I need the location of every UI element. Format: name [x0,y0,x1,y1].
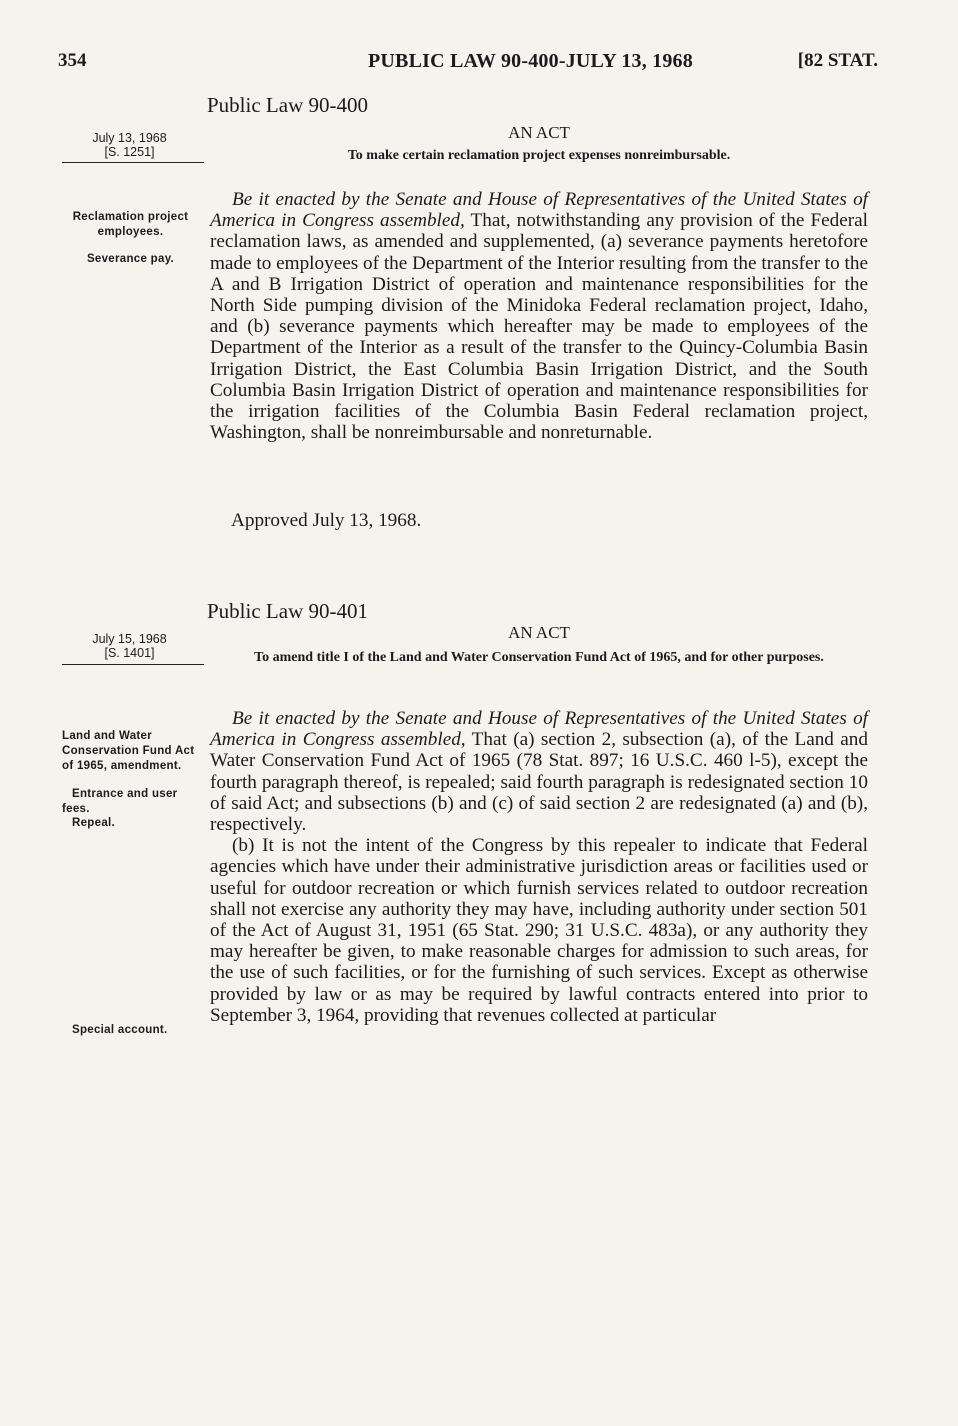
page-number: 354 [58,50,87,71]
stat-reference: [82 STAT. [797,50,878,71]
margin-note-fees: Entrance and user fees. [62,788,178,815]
margin-date-text: July 13, 1968 [92,131,167,145]
margin-date-90-400 [62,131,197,159]
margin-note-special-account: Special account. [72,1024,168,1036]
enacting-clause: Be it enacted by the Senate and House of Representatives of the United States of America in Congress assembled, [210,708,868,751]
margin-bill-number: [S. 1401] [104,646,155,660]
margin-note-reclamation: Reclamation project employees. [72,211,189,238]
margin-rule [62,664,204,665]
law-title-90-400: Public Law 90-400 [207,93,368,117]
margin-rule [62,162,204,163]
header-title: PUBLIC LAW 90-400-JULY 13, 1968 [368,50,693,72]
approved-90-400: Approved July 13, 1968. [231,510,422,531]
paragraph-a: That (a) section 2, subsection (a), of the Land and Water Conservation Fund Act of 1965 (78 Stat. 897; 16 U.S.C. 460 l-5), except the fourth paragraph thereof, is repealed; said fourth paragraph is redesignated section 10 of said Act; and subsections (b) and (c) of said section 2 are redesignated (a) and (b), respectively. [210,729,868,836]
margin-date-90-401 [62,632,197,660]
margin-date-text: July 15, 1968 [92,632,167,646]
paragraph-b: (b) It is not the intent of the Congress by this repealer to indicate that Federal agencies which have under their administrative jurisdiction areas or facilities used or useful for outdoor recreation or which furnish services related to outdoor recreation shall not exercise any authority they may have, including authority under section 501 of the Act of August 31, 1951 (65 Stat. 290; 31 U.S.C. 483a), or any authority they may hereafter be given, to make reasonable charges for admission to such areas, for the use of such facilities, or for the furnishing of such services. Except as otherwise provided by law or as may be required by lawful contracts entered into prior to September 3, 1964, providing that revenues collected at particular [210,835,868,1026]
law-title-90-401: Public Law 90-401 [207,599,368,623]
body-90-401 [210,708,868,1026]
act-label-90-400: AN ACT [508,123,570,142]
margin-note-severance: Severance pay. [86,253,175,265]
act-label-90-401: AN ACT [508,623,570,642]
act-purpose-90-400: To make certain reclamation project expenses nonreimbursable. [347,148,731,163]
body-paragraph: That, notwithstanding any provision of the Federal reclamation laws, as amended and supplemented, (a) severance payments heretofore made to employees of the Department of the Interior resulting from the transfer to the A and B Irrigation District of operation and maintenance responsibilities for the North Side pumping division of the Minidoka Federal reclamation project, Idaho, and (b) severance payments which hereafter may be made to employees of the Department of the Interior as a result of the transfer to the Quincy-Columbia Basin Irrigation District, the East Columbia Basin Irrigation District, and the South Columbia Basin Irrigation District of operation and maintenance responsibilities for the irrigation facilities of the Columbia Basin Federal reclamation project, Washington, shall be nonreimbursable and nonreturnable. [210,210,868,444]
margin-note-lwcf: Land and Water Conservation Fund Act of 1965, amendment. [62,730,195,772]
body-90-400 [210,189,868,443]
enacting-clause: Be it enacted by the Senate and House of Representatives of the United States of America in Congress assembled, [210,189,868,232]
margin-bill-number: [S. 1251] [104,145,155,159]
margin-note-repeal: Repeal. [72,817,116,829]
running-head [58,50,878,80]
act-purpose-90-401: To amend title I of the Land and Water Conservation Fund Act of 1965, and for other purposes. [254,650,824,665]
